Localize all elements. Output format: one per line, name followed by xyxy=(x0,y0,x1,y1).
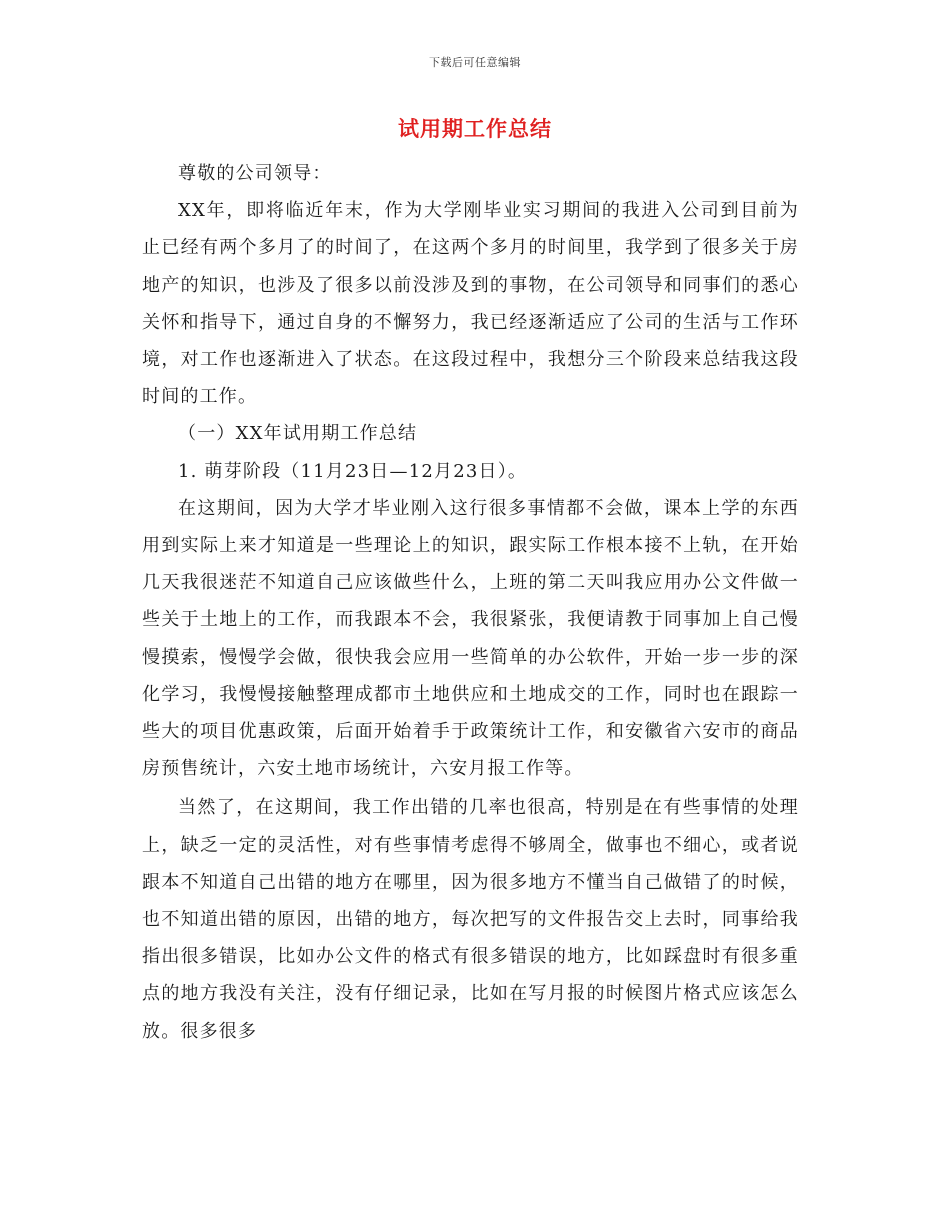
paragraph-mistakes: 当然了，在这期间，我工作出错的几率也很高，特别是在有些事情的处理上，缺乏一定的灵活性，对有些事情考虑得不够周全，做事也不细心，或者说跟本不知道自己出错的地方在哪里，因为很多地方不懂当自己做错了的时候，也不知道出错的原因，出错的地方，每次把写的文件报告交上去时，同事给我指出很多错误，比如办公文件的格式有很多错误的地方，比如踩盘时有很多重点的地方我没有关注，没有仔细记录，比如在写月报的时候图片格式应该怎么放。很多很多 xyxy=(142,797,799,1042)
document-title: 试用期工作总结 xyxy=(398,116,552,141)
page-header-note: 下载后可任意编辑 xyxy=(429,56,521,69)
salutation: 尊敬的公司领导： xyxy=(178,163,332,184)
paragraph-stage-one: 在这期间，因为大学才毕业刚入这行很多事情都不会做，课本上学的东西用到实际上来才知道是一些理论上的知识，跟实际工作根本接不上轨，在开始几天我很迷茫不知道自己应该做些什么，上班的第二天叫我应用办公文件做一些关于土地上的工作，而我跟本不会，我很紧张，我便请教于同事加上自己慢慢摸索，慢慢学会做，很快我会应用一些简单的办公软件，开始一步一步的深化学习，我慢慢接触整理成都市土地供应和土地成交的工作，同时也在跟踪一些大的项目优惠政策，后面开始着手于政策统计工作，和安徽省六安市的商品房预售统计，六安土地市场统计，六安月报工作等。 xyxy=(142,497,799,780)
paragraph-intro: XX年，即将临近年末，作为大学刚毕业实习期间的我进入公司到目前为止已经有两个多月了的时间了，在这两个多月的时间里，我学到了很多关于房地产的知识，也涉及了很多以前没涉及到的事物，在公司领导和同事们的悉心关怀和指导下，通过自身的不懈努力，我已经逐渐适应了公司的生活与工作环境，对工作也逐渐进入了状态。在这段过程中，我想分三个阶段来总结我这段时间的工作。 xyxy=(142,200,799,408)
document-body xyxy=(142,155,799,1050)
subsection-heading: 1. 萌芽阶段（11月23日—12月23日）。 xyxy=(178,460,528,482)
section-heading: （一）XX年试用期工作总结 xyxy=(178,423,418,445)
